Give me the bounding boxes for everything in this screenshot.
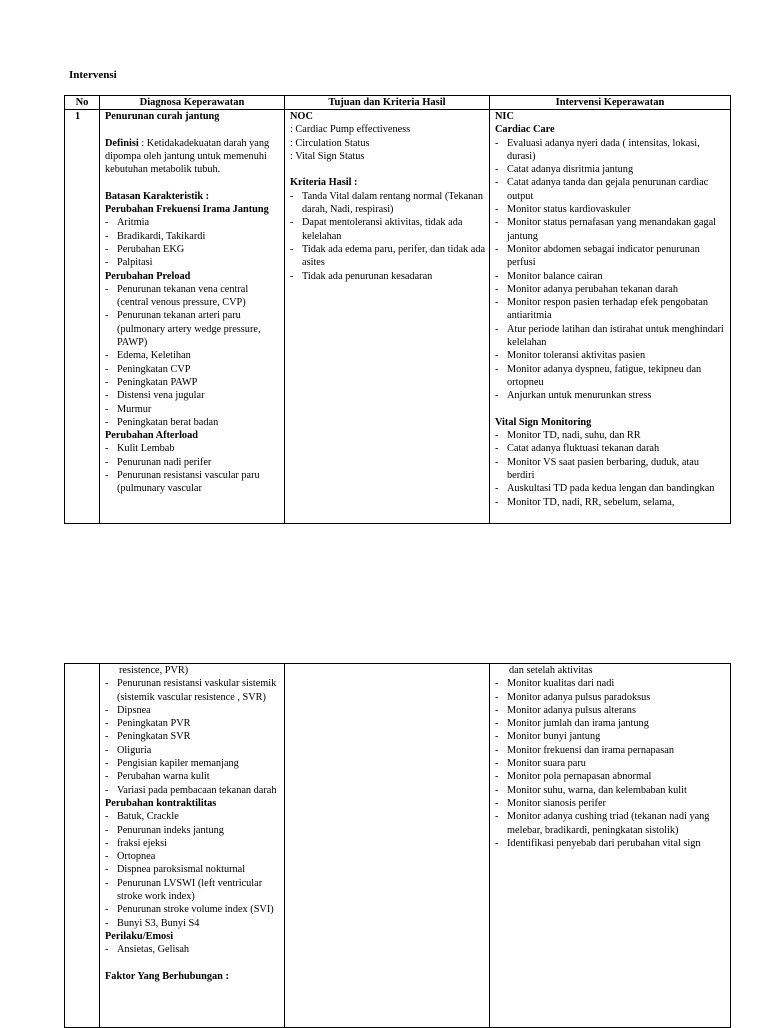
list-item: - Peningkatan PAWP (105, 376, 198, 388)
list-item: - Oliguria (105, 744, 152, 756)
list-item: - Monitor TD, nadi, RR, sebelum, selama, (495, 496, 675, 508)
list-item: - Monitor adanya perubahan tekanan darah (495, 283, 678, 295)
afterload-list (105, 442, 281, 469)
list-item: - Penurunan tekanan vena central (central venous pressure, CVP) (105, 283, 249, 309)
definition-label: Definisi (105, 137, 139, 149)
list-item: - Ansietas, Gelisah (105, 944, 190, 956)
nic-title: NIC (495, 111, 514, 122)
list-item: - Distensi vena jugular (105, 390, 205, 402)
vital-sign-list (495, 429, 727, 495)
list-item: : Circulation Status (290, 137, 370, 149)
list-item: - Penurunan indeks jantung (105, 824, 224, 836)
preload-title: Perubahan Preload (105, 270, 191, 282)
column-divider (284, 664, 285, 1027)
page-heading: Intervensi (69, 69, 117, 81)
list-item: - Tanda Vital dalam rentang normal (Tekanan darah, Nadi, respirasi) (290, 190, 484, 216)
list-item: - Dispnea paroksismal nokturnal (105, 864, 246, 876)
list-item: - Bradikardi, Takikardi (105, 230, 206, 242)
list-item: - Ortopnea (105, 851, 156, 863)
list-item: - Dipsnea (105, 704, 151, 716)
intervention-table-part-2 (64, 663, 731, 1028)
noc-list (290, 123, 486, 163)
list-item: - Perubahan warna kulit (105, 771, 210, 783)
column-divider (489, 664, 490, 1027)
list-item: - Catat adanya fluktuasi tekanan darah (495, 443, 660, 455)
definition (105, 137, 281, 177)
list-item: - Variasi pada pembacaan tekanan darah (105, 784, 277, 796)
list-item: - Monitor frekuensi dan irama pernapasan (495, 744, 674, 756)
list-item: - Identifikasi penyebab dari perubahan vital sign (495, 837, 701, 849)
list-item-cont: resistence, PVR) (119, 665, 189, 676)
list-item: - Peningkatan berat badan (105, 416, 219, 428)
diagnosa-column (105, 110, 281, 496)
list-item: - Penurunan resistansi vascular paru (pulmunary vascular (105, 470, 260, 495)
list-item: - Peningkatan CVP (105, 363, 191, 375)
list-item: - Monitor suhu, warna, dan kelembaban kulit (495, 784, 687, 796)
list-item: - Peningkatan PVR (105, 718, 191, 730)
list-item: - Monitor pola pernapasan abnormal (495, 771, 652, 783)
kontraktilitas-list (105, 810, 281, 930)
list-item: - Monitor jumlah dan irama jantung (495, 718, 649, 730)
vital-sign-title: Vital Sign Monitoring (495, 416, 592, 428)
list-item: - Penurunan stroke volume index (SVI) (105, 904, 274, 916)
row-number: 1 (75, 111, 81, 122)
diagnosa-column-cont (105, 664, 281, 983)
header-no: No (75, 97, 89, 108)
list-item-cont: dan setelah aktivitas (509, 665, 593, 676)
list-item: - Dapat mentoleransi aktivitas, tidak ada kelelahan (290, 217, 463, 242)
list-item: - Penurunan resistansi vaskular sistemik (sistemik vascular resistence , SVR) (105, 678, 277, 703)
list-item: - Monitor suara paru (495, 758, 586, 770)
column-divider (99, 664, 100, 1027)
list-item: - Penurunan tekanan arteri paru (pulmonary artery wedge pressure, PAWP) (105, 310, 261, 349)
list-item: - Atur periode latihan dan istirahat untuk menghindari kelelahan (495, 323, 724, 349)
header-tujuan: Tujuan dan Kriteria Hasil (328, 97, 446, 108)
list-item: - Auskultasi TD pada kedua lengan dan bandingkan (495, 483, 715, 495)
list-item: - Monitor adanya pulsus paradoksus (495, 691, 651, 703)
noc-title: NOC (290, 111, 313, 122)
list-item: - Monitor sianosis perifer (495, 797, 606, 809)
list-item: - Tidak ada edema paru, perifer, dan tidak ada asites (290, 243, 486, 269)
list-item: - fraksi ejeksi (105, 837, 168, 849)
list-item: : Vital Sign Status (290, 150, 365, 162)
intervensi-column (495, 110, 727, 509)
preload-list (105, 283, 281, 429)
list-item: - Batuk, Crackle (105, 811, 179, 823)
list-item: - Catat adanya tanda dan gejala penurunan cardiac output (495, 177, 709, 202)
diagnosa-title: Penurunan curah jantung (105, 111, 220, 122)
list-item: - Anjurkan untuk menurunkan stress (495, 390, 652, 402)
kontraktilitas-title: Perubahan kontraktilitas (105, 797, 217, 809)
list-item: - Monitor TD, nadi, suhu, dan RR (495, 430, 641, 442)
list-item: - Evaluasi adanya nyeri dada ( intensitas, lokasi, durasi) (495, 137, 700, 162)
list-item: - Monitor toleransi aktivitas pasien (495, 350, 646, 362)
vital-sign-list-cont (495, 677, 727, 850)
list-item: : Cardiac Pump effectiveness (290, 124, 411, 136)
irama-list (105, 216, 281, 269)
intervensi-column-cont (495, 664, 727, 850)
intervention-table-part-1 (64, 95, 731, 524)
tujuan-column (290, 110, 486, 283)
list-item: - Catat adanya disritmia jantung (495, 164, 634, 176)
column-divider (99, 96, 100, 523)
header-intervensi: Intervensi Keperawatan (555, 97, 665, 108)
list-item: - Monitor status kardiovaskuler (495, 204, 631, 216)
list-item: - Monitor respon pasien terhadap efek pengobatan antiaritmia (495, 297, 709, 322)
afterload-list-cont (105, 677, 281, 797)
emosi-list (105, 943, 281, 956)
kriteria-title: Kriteria Hasil : (290, 177, 358, 189)
list-item: - Monitor adanya pulsus alterans (495, 704, 636, 716)
list-item: - Perubahan EKG (105, 243, 185, 255)
kriteria-list (290, 190, 486, 283)
batasan-title: Batasan Karakteristik : (105, 190, 210, 202)
list-item: - Pengisian kapiler memanjang (105, 758, 239, 770)
column-divider (489, 96, 490, 523)
list-item: - Murmur (105, 403, 152, 415)
list-item: - Kulit Lembab (105, 443, 175, 455)
afterload-title: Perubahan Afterload (105, 430, 198, 442)
list-item: - Peningkatan SVR (105, 731, 191, 743)
faktor-title: Faktor Yang Berhubungan : (105, 970, 229, 982)
list-item: - Monitor kualitas dari nadi (495, 678, 615, 690)
cardiac-care-title: Cardiac Care (495, 124, 555, 136)
list-item: - Palpitasi (105, 257, 153, 269)
header-diagnosa: Diagnosa Keperawatan (139, 97, 245, 108)
list-item: - Penurunan LVSWI (left ventricular stroke work index) (105, 877, 263, 903)
list-item: - Bunyi S3, Bunyi S4 (105, 917, 200, 929)
list-item: - Edema, Keletihan (105, 350, 191, 362)
list-item: - Monitor bunyi jantung (495, 731, 601, 743)
list-item: - Penurunan nadi perifer (105, 456, 212, 468)
column-divider (284, 96, 285, 523)
list-item: - Monitor VS saat pasien berbaring, duduk, atau berdiri (495, 456, 699, 482)
list-item: - Monitor abdomen sebagai indicator penurunan perfusi (495, 243, 700, 269)
definition-text: : Ketidakadekuatan darah yang dipompa oleh jantung untuk memenuhi kebutuhan metabolik tubuh. (105, 137, 270, 176)
irama-title: Perubahan Frekuensi Irama Jantung (105, 204, 269, 216)
list-item: - Tidak ada penurunan kesadaran (290, 270, 433, 282)
list-item: - Monitor balance cairan (495, 270, 603, 282)
cardiac-care-list (495, 137, 727, 403)
list-item: - Monitor adanya cushing triad (tekanan nadi yang melebar, bradikardi, peningkatan sistolik) (495, 811, 710, 836)
list-item: - Aritmia (105, 217, 150, 229)
emosi-title: Perilaku/Emosi (105, 930, 174, 942)
list-item: - Monitor status pernafasan yang menandakan gagal jantung (495, 217, 717, 242)
list-item: - Monitor adanya dyspneu, fatigue, tekipneu dan ortopneu (495, 363, 702, 388)
